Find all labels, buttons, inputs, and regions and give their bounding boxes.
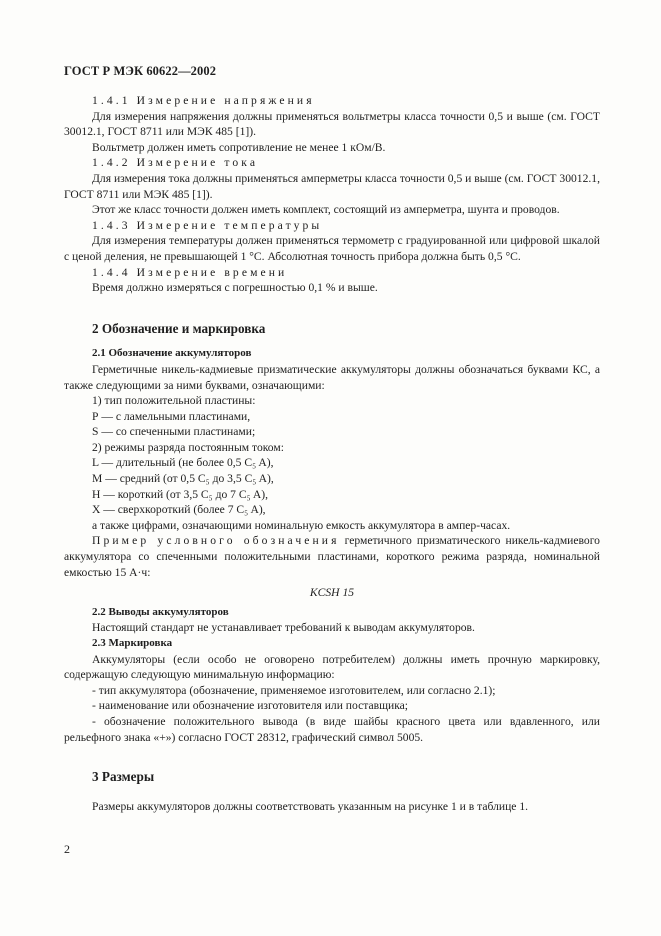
example-text: герметичного призматического никель-кадмиевого аккумулятора со спеченными положительными пластинами, короткого режима разряда, номинальной емкостью 15 А·ч:: [64, 534, 600, 579]
list-item: 1) тип положительной пластины:: [92, 394, 256, 408]
subsection-heading: 1.4.3 Измерение температуры: [92, 218, 323, 232]
list-item: 2) режимы разряда постоянным током:: [92, 440, 284, 454]
example-label: Пример условного обозначения: [92, 534, 340, 548]
list-item: X — сверхкороткий (более 7 C₅ A),: [92, 503, 266, 517]
paragraph: Настоящий стандарт не устанавливает требований к выводам аккумуляторов.: [92, 621, 475, 635]
paragraph: Для измерения температуры должен применяться термометр с градуированной или цифровой шкалой с ценой деления, не превышающей 1 °С. Абсолютная точность прибора должна быть 0,5 °С.: [64, 234, 600, 263]
paragraph: а также цифрами, означающими номинальную емкость аккумулятора в ампер-часах.: [92, 518, 511, 532]
section-title: 2 Обозначение и маркировка: [92, 320, 266, 336]
page-body: [64, 93, 600, 814]
subsection-heading: 2.3 Маркировка: [92, 637, 173, 649]
subsection-heading: 1.4.2 Измерение тока: [92, 156, 259, 170]
example-paragraph: [64, 533, 600, 580]
page-number: 2: [64, 842, 70, 856]
list-item: M — средний (от 0,5 C₅ до 3,5 C₅ A),: [92, 472, 274, 486]
subsection-heading: 1.4.1 Измерение напряжения: [92, 94, 315, 107]
paragraph: Вольтметр должен иметь сопротивление не менее 1 кОм/В.: [92, 140, 386, 154]
subsection-heading: 2.1 Обозначение аккумуляторов: [92, 347, 252, 360]
paragraph: Размеры аккумуляторов должны соответствовать указанным на рисунке 1 и в таблице 1.: [92, 799, 529, 813]
list-item: - наименование или обозначение изготовителя или поставщика;: [92, 699, 409, 713]
list-item: - тип аккумулятора (обозначение, применяемое изготовителем, или согласно 2.1);: [92, 683, 496, 697]
subsection-heading: 1.4.4 Измерение времени: [92, 265, 288, 279]
example-code: KCSH 15: [309, 586, 355, 600]
paragraph: Аккумуляторы (если особо не оговорено потребителем) должны иметь прочную маркировку, содержащую следующую минимальную информацию:: [64, 652, 600, 682]
paragraph: Для измерения напряжения должны применяться вольтметры класса точности 0,5 и выше (см. ГОСТ 30012.1, ГОСТ 8711 или МЭК 485 [1]).: [64, 109, 600, 139]
list-item: S — со спеченными пластинами;: [92, 425, 256, 439]
document-header: ГОСТ Р МЭК 60622—2002: [64, 64, 217, 78]
list-item: - обозначение положительного вывода (в виде шайбы красного цвета или вдавленного, или рельефного знака «+») согласно ГОСТ 28312, графический символ 5005.: [64, 714, 600, 744]
section-title: 3 Размеры: [92, 769, 155, 785]
paragraph: Этот же класс точности должен иметь комплект, состоящий из амперметра, шунта и проводов.: [92, 203, 560, 217]
list-item: H — короткий (от 3,5 C₅ до 7 C₅ A),: [92, 487, 269, 501]
paragraph: Время должно измеряться с погрешностью 0,1 % и выше.: [92, 281, 378, 295]
list-item: Р — с ламельными пластинами,: [92, 409, 251, 423]
paragraph: Для измерения тока должны применяться амперметры класса точности 0,5 и выше (см. ГОСТ 30012.1, ГОСТ 8711 или МЭК 485 [1]).: [64, 171, 600, 201]
subsection-heading: 2.2 Выводы аккумуляторов: [92, 605, 229, 618]
list-item: L — длительный (не более 0,5 C₅ A),: [92, 456, 274, 470]
paragraph: Герметичные никель-кадмиевые призматические аккумуляторы должны обозначаться буквами КС, а также следующими за ними буквами, означающими:: [64, 362, 600, 392]
